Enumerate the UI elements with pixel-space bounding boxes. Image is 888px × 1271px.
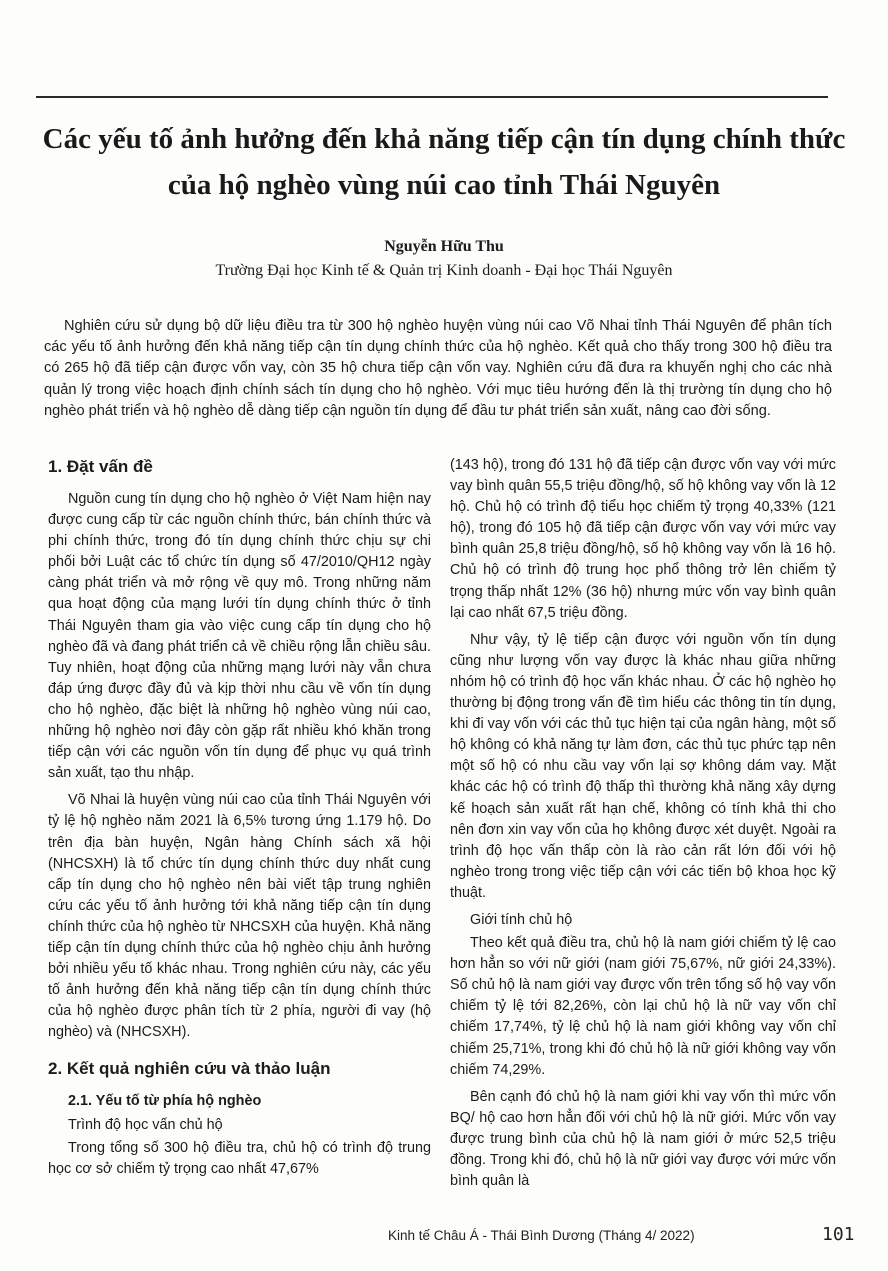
education-subheading: Trình độ học vấn chủ hộ bbox=[68, 1116, 223, 1133]
section-1-paragraph-1: Nguồn cung tín dụng cho hộ nghèo ở Việt Nam hiện nay được cung cấp từ các nguồn chính thức, bán chính thức và phi chính thức, trong đó tín dụng chính thức chịu sự chi phối bởi Luật các tổ chức tín dụng số 47/2010/QH12 ngày càng phát triển và mở rộng về quy mô. Trong những năm qua hoạt động của mạng lưới tín dụng chính thức ở tỉnh Thái Nguyên tham gia vào việc cung cấp tín dụng cho hộ nghèo đã và đang phát triển cả về chiều rộng lẫn chiều sâu. Tuy nhiên, hoạt động của những mạng lưới này vẫn chưa đáp ứng được đầy đủ và kịp thời nhu cầu về vốn tín dụng cho hộ nghèo, đặc biệt là những hộ nghèo vùng núi cao, những hộ nghèo nơi đây còn gặp rất nhiều khó khăn trong tiếp cận với các nguồn vốn tín dụng để phục vụ quá trình sản xuất, tạo thu nhập. bbox=[48, 491, 431, 782]
right-paragraph-2: Như vậy, tỷ lệ tiếp cận được với nguồn vốn tín dụng cũng như lượng vốn vay được là khác nhau giữa những nhóm hộ có trình độ học vấn khác nhau. Ở các hộ nghèo họ thường bị động trong vấn đề tìm hiểu các thông tin tín dụng, khi đi vay vốn với các thủ tục hiện tại của ngân hàng, một số hộ không có khả năng tự làm đơn, các thủ tục phức tạp nên một số hộ có nhu cầu vay vốn lại sợ không dám vay. Mặt khác các hộ có trình độ thấp thì thường khả năng xây dựng kế hoạch sản xuất rất hạn chế, không có tính khả thi cho nên đơn xin vay vốn của họ không được xét duyệt. Ngoài ra trình độ học vấn thấp còn là rào cản rất lớn đối với hộ nghèo trong trong việc tiếp cận với các tiến bộ khoa học kỹ thuật. bbox=[450, 631, 836, 901]
right-paragraph-3: Theo kết quả điều tra, chủ hộ là nam giới chiếm tỷ lệ cao hơn hẳn so với nữ giới (nam giới 75,67%, nữ giới 24,33%). Số chủ hộ là nam giới vay được vốn trên tổng số hộ vay vốn chiếm tỷ lệ tới 82,26%, còn lại chủ hộ là nữ vay vốn chỉ chiếm 17,74%, tỷ lệ chủ hộ là nam giới không vay vốn chỉ chiếm 25,71%, trong khi đó chủ hộ là nữ giới không vay vốn chiếm 74,29%. bbox=[450, 935, 836, 1078]
section-2-heading: 2. Kết quả nghiên cứu và thảo luận bbox=[48, 1059, 331, 1079]
right-paragraph-1: (143 hộ), trong đó 131 hộ đã tiếp cận được vốn vay với mức vay bình quân 55,5 triệu đồng/hộ, số hộ không vay vốn là 12 hộ. Chủ hộ có trình độ tiểu học chiếm tỷ trọng 40,33% (121 hộ), trong đó 105 hộ đã tiếp cận được vốn vay với mức vay bình quân 25,8 triệu đồng/hộ, số hộ không vay vốn là 16 hộ. Chủ hộ có trình độ trung học phổ thông trở lên chiếm tỷ trọng thấp nhất 12% (36 hộ) nhưng mức vốn vay bình quân lại cao nhất 67,5 triệu đồng. bbox=[450, 457, 836, 621]
section-2-paragraph-1: Trong tổng số 300 hộ điều tra, chủ hộ có trình độ trung học cơ sở chiếm tỷ trọng cao nhất 47,67% bbox=[48, 1139, 431, 1177]
abstract: Nghiên cứu sử dụng bộ dữ liệu điều tra từ 300 hộ nghèo huyện vùng núi cao Võ Nhai tỉnh Thái Nguyên để phân tích các yếu tố ảnh hưởng đến khả năng tiếp cận tín dụng chính thức của hộ nghèo. Kết quả cho thấy trong 300 hộ điều tra có 265 hộ đã tiếp cận được vốn vay, còn 35 hộ chưa tiếp cận vốn vay. Nghiên cứu đã đưa ra khuyến nghị cho các nhà quản lý trong việc hoạch định chính sách tín dụng cho hộ nghèo. Với mục tiêu hướng đến là thị trường tín dụng cho hộ nghèo phát triển và hộ nghèo dễ dàng tiếp cận nguồn tín dụng để đầu tư phát triển sản xuất, nâng cao đời sống. bbox=[44, 318, 832, 419]
author-name: Nguyễn Hữu Thu bbox=[384, 238, 504, 255]
right-paragraph-4: Bên cạnh đó chủ hộ là nam giới khi vay vốn thì mức vốn BQ/ hộ cao hơn hẳn đối với chủ hộ là nữ giới. Mức vốn vay được trung bình của chủ hộ là nam giới ở mức 52,5 triệu đồng. Trong khi đó, chủ hộ là nữ giới vay được với mức vốn bình quân là bbox=[450, 1088, 836, 1190]
journal-footer: Kinh tế Châu Á - Thái Bình Dương (Tháng 4/ 2022) bbox=[388, 1228, 695, 1243]
subsection-2-1-heading: 2.1. Yếu tố từ phía hộ nghèo bbox=[68, 1093, 262, 1110]
page-number: 101 bbox=[822, 1224, 855, 1245]
left-column bbox=[48, 455, 431, 1186]
section-1-paragraph-2: Võ Nhai là huyện vùng núi cao của tỉnh Thái Nguyên với tỷ lệ hộ nghèo năm 2021 là 6,5% tương ứng 1.179 hộ. Do trên địa bàn huyện, Ngân hàng Chính sách xã hội (NHCSXH) là tổ chức tín dụng chính thức duy nhất cung cấp tín dụng cho hộ nghèo nên bài viết tập trung nghiên cứu các yếu tố ảnh hưởng tới khả năng tiếp cận tín dụng chính thức của hộ nghèo từ NHCSXH của huyện. Khả năng tiếp cận tín dụng chính thức của hộ nghèo chịu ảnh hưởng bởi nhiều yếu tố khác nhau. Trong nghiên cứu này, các yếu tố ảnh hưởng đến khả năng tiếp cận tín dụng chính thức của hộ nghèo được phân tích từ 2 phía, người đi vay (hộ nghèo) và (NHCSXH). bbox=[48, 792, 431, 1041]
right-column bbox=[450, 455, 836, 1198]
header-rule bbox=[36, 96, 828, 98]
author-affiliation: Trường Đại học Kinh tế & Quản trị Kinh doanh - Đại học Thái Nguyên bbox=[215, 262, 673, 279]
section-1-heading: 1. Đặt vấn đề bbox=[48, 457, 153, 476]
article-title: Các yếu tố ảnh hưởng đến khả năng tiếp cận tín dụng chính thức của hộ nghèo vùng núi cao tỉnh Thái Nguyên bbox=[42, 123, 846, 201]
gender-subheading: Giới tính chủ hộ bbox=[470, 911, 573, 928]
